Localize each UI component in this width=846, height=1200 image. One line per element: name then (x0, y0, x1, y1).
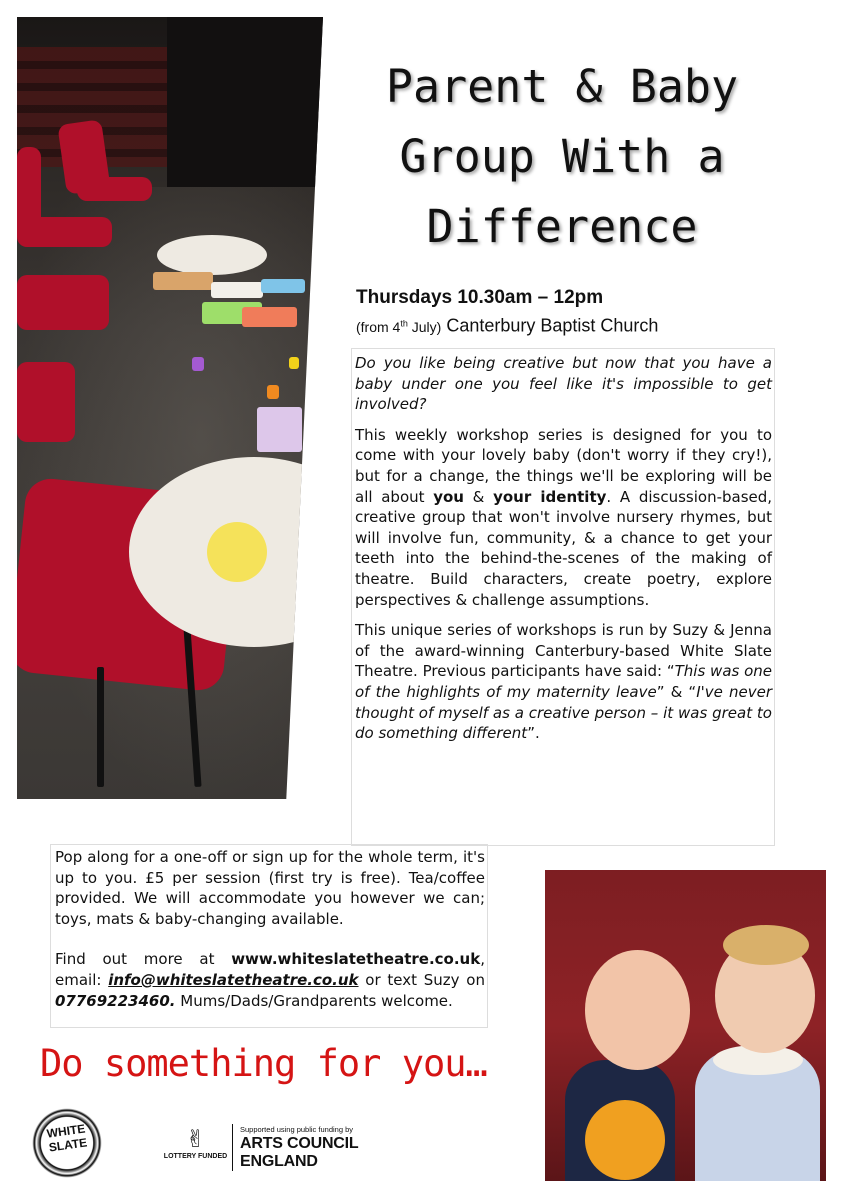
chair-back (17, 147, 41, 237)
arts-council-logo (232, 1124, 358, 1171)
quote: This was one of the highlights of my maternity leave (355, 662, 773, 701)
arts-council-tagline: Supported using public funding by (240, 1125, 353, 1134)
quote: I've never thought of myself as a creative person – it was great to do something different (355, 682, 772, 743)
workshop-description (355, 425, 772, 610)
from-sup: th (400, 318, 408, 328)
foam-tile (153, 272, 213, 290)
day-time: Thursdays 10.30am – 12pm (356, 287, 604, 308)
desc-text: ”. (527, 724, 540, 743)
slogan: Do something for you… (40, 1042, 487, 1085)
desc-text: & (463, 487, 494, 506)
email-link[interactable]: info@whiteslatetheatre.co.uk (108, 970, 359, 989)
title-line: Difference (426, 200, 698, 253)
testimonials (355, 620, 772, 744)
from-prefix: (from 4 (356, 318, 401, 335)
schedule (356, 286, 776, 340)
foam-tile (211, 282, 263, 298)
website-link[interactable]: www.whiteslatetheatre.co.uk (231, 950, 481, 969)
desc-text: This unique series of workshops is run by Suzy & Jenna of the award-winning Canterbury-based White Slate Theatre. Previous participants have said: “ (355, 621, 772, 681)
chair-seat (17, 362, 75, 442)
sun-face-mat-print (207, 522, 267, 582)
from-date (356, 319, 441, 335)
logo-word: SLATE (47, 1135, 88, 1155)
contact-info (55, 949, 485, 1011)
title-line: Group With a (399, 130, 725, 183)
description-box (351, 348, 775, 846)
cloth-book (257, 407, 302, 452)
question-text: Do you like being creative but now that you have a baby under one you feel like it's impossible to get involved? (355, 354, 772, 414)
white-slate-logo (32, 1108, 102, 1178)
title-line: Parent & Baby (385, 60, 739, 113)
toy-cup (192, 357, 204, 371)
lottery-label: LOTTERY FUNDED (163, 1153, 228, 1160)
page-title (352, 52, 772, 262)
venue: Canterbury Baptist Church (446, 315, 659, 336)
desc-text: ” & “ (656, 682, 697, 701)
arts-council-name: ARTS COUNCIL (240, 1135, 359, 1152)
pricing-info: Pop along for a one-off or sign up for the whole term, it's up to you. £5 per session (first try is free). Tea/coffee provided. We will accommodate you however we can; toys, mats & baby-changing available. (55, 848, 485, 928)
intro-question (355, 353, 772, 415)
logo-word: WHITE (45, 1121, 87, 1141)
phone-number: 07769223460. (55, 991, 176, 1010)
stage-photo (17, 17, 323, 799)
emphasis-identity: your identity (493, 487, 607, 506)
toy-cup (289, 357, 299, 369)
crossed-fingers-icon: ✌ (185, 1125, 206, 1153)
babies-photo (545, 870, 826, 1181)
foam-tile (242, 307, 297, 327)
chair-seat (77, 177, 152, 201)
soft-toy (585, 1100, 665, 1180)
info-box (50, 844, 488, 1028)
venue-line (356, 310, 776, 340)
contact-text: Find out more at (55, 950, 232, 969)
baby-face (585, 950, 690, 1070)
foam-tile (261, 279, 305, 293)
from-suffix: July) (407, 318, 442, 335)
back-wall (167, 17, 323, 187)
desc-text: . A discussion-based, creative group that won't involve nursery rhymes, but will involve fun, community, & a chance to get your teeth into the behind-the-scenes of the making of theatre. Build characters, create poetry, explore perspectives & challenge assumptions. (355, 487, 773, 609)
emphasis-you: you (433, 487, 464, 506)
chair-leg (97, 667, 104, 787)
contact-text: or text Suzy on (358, 970, 485, 989)
baby-hair (723, 925, 809, 965)
arts-council-name: ENGLAND (240, 1153, 318, 1170)
play-mat-small (157, 235, 267, 275)
toy-cup (267, 385, 279, 399)
contact-text: Mums/Dads/Grandparents welcome. (175, 991, 453, 1010)
contact-text: , email: (55, 950, 485, 989)
lottery-logo (158, 1125, 233, 1180)
chair-seat (17, 275, 109, 330)
desc-text: This weekly workshop series is designed for you to come with your lovely baby (don't worry if they cry!), but for a change, the things we'll be exploring will be all about (355, 425, 772, 506)
